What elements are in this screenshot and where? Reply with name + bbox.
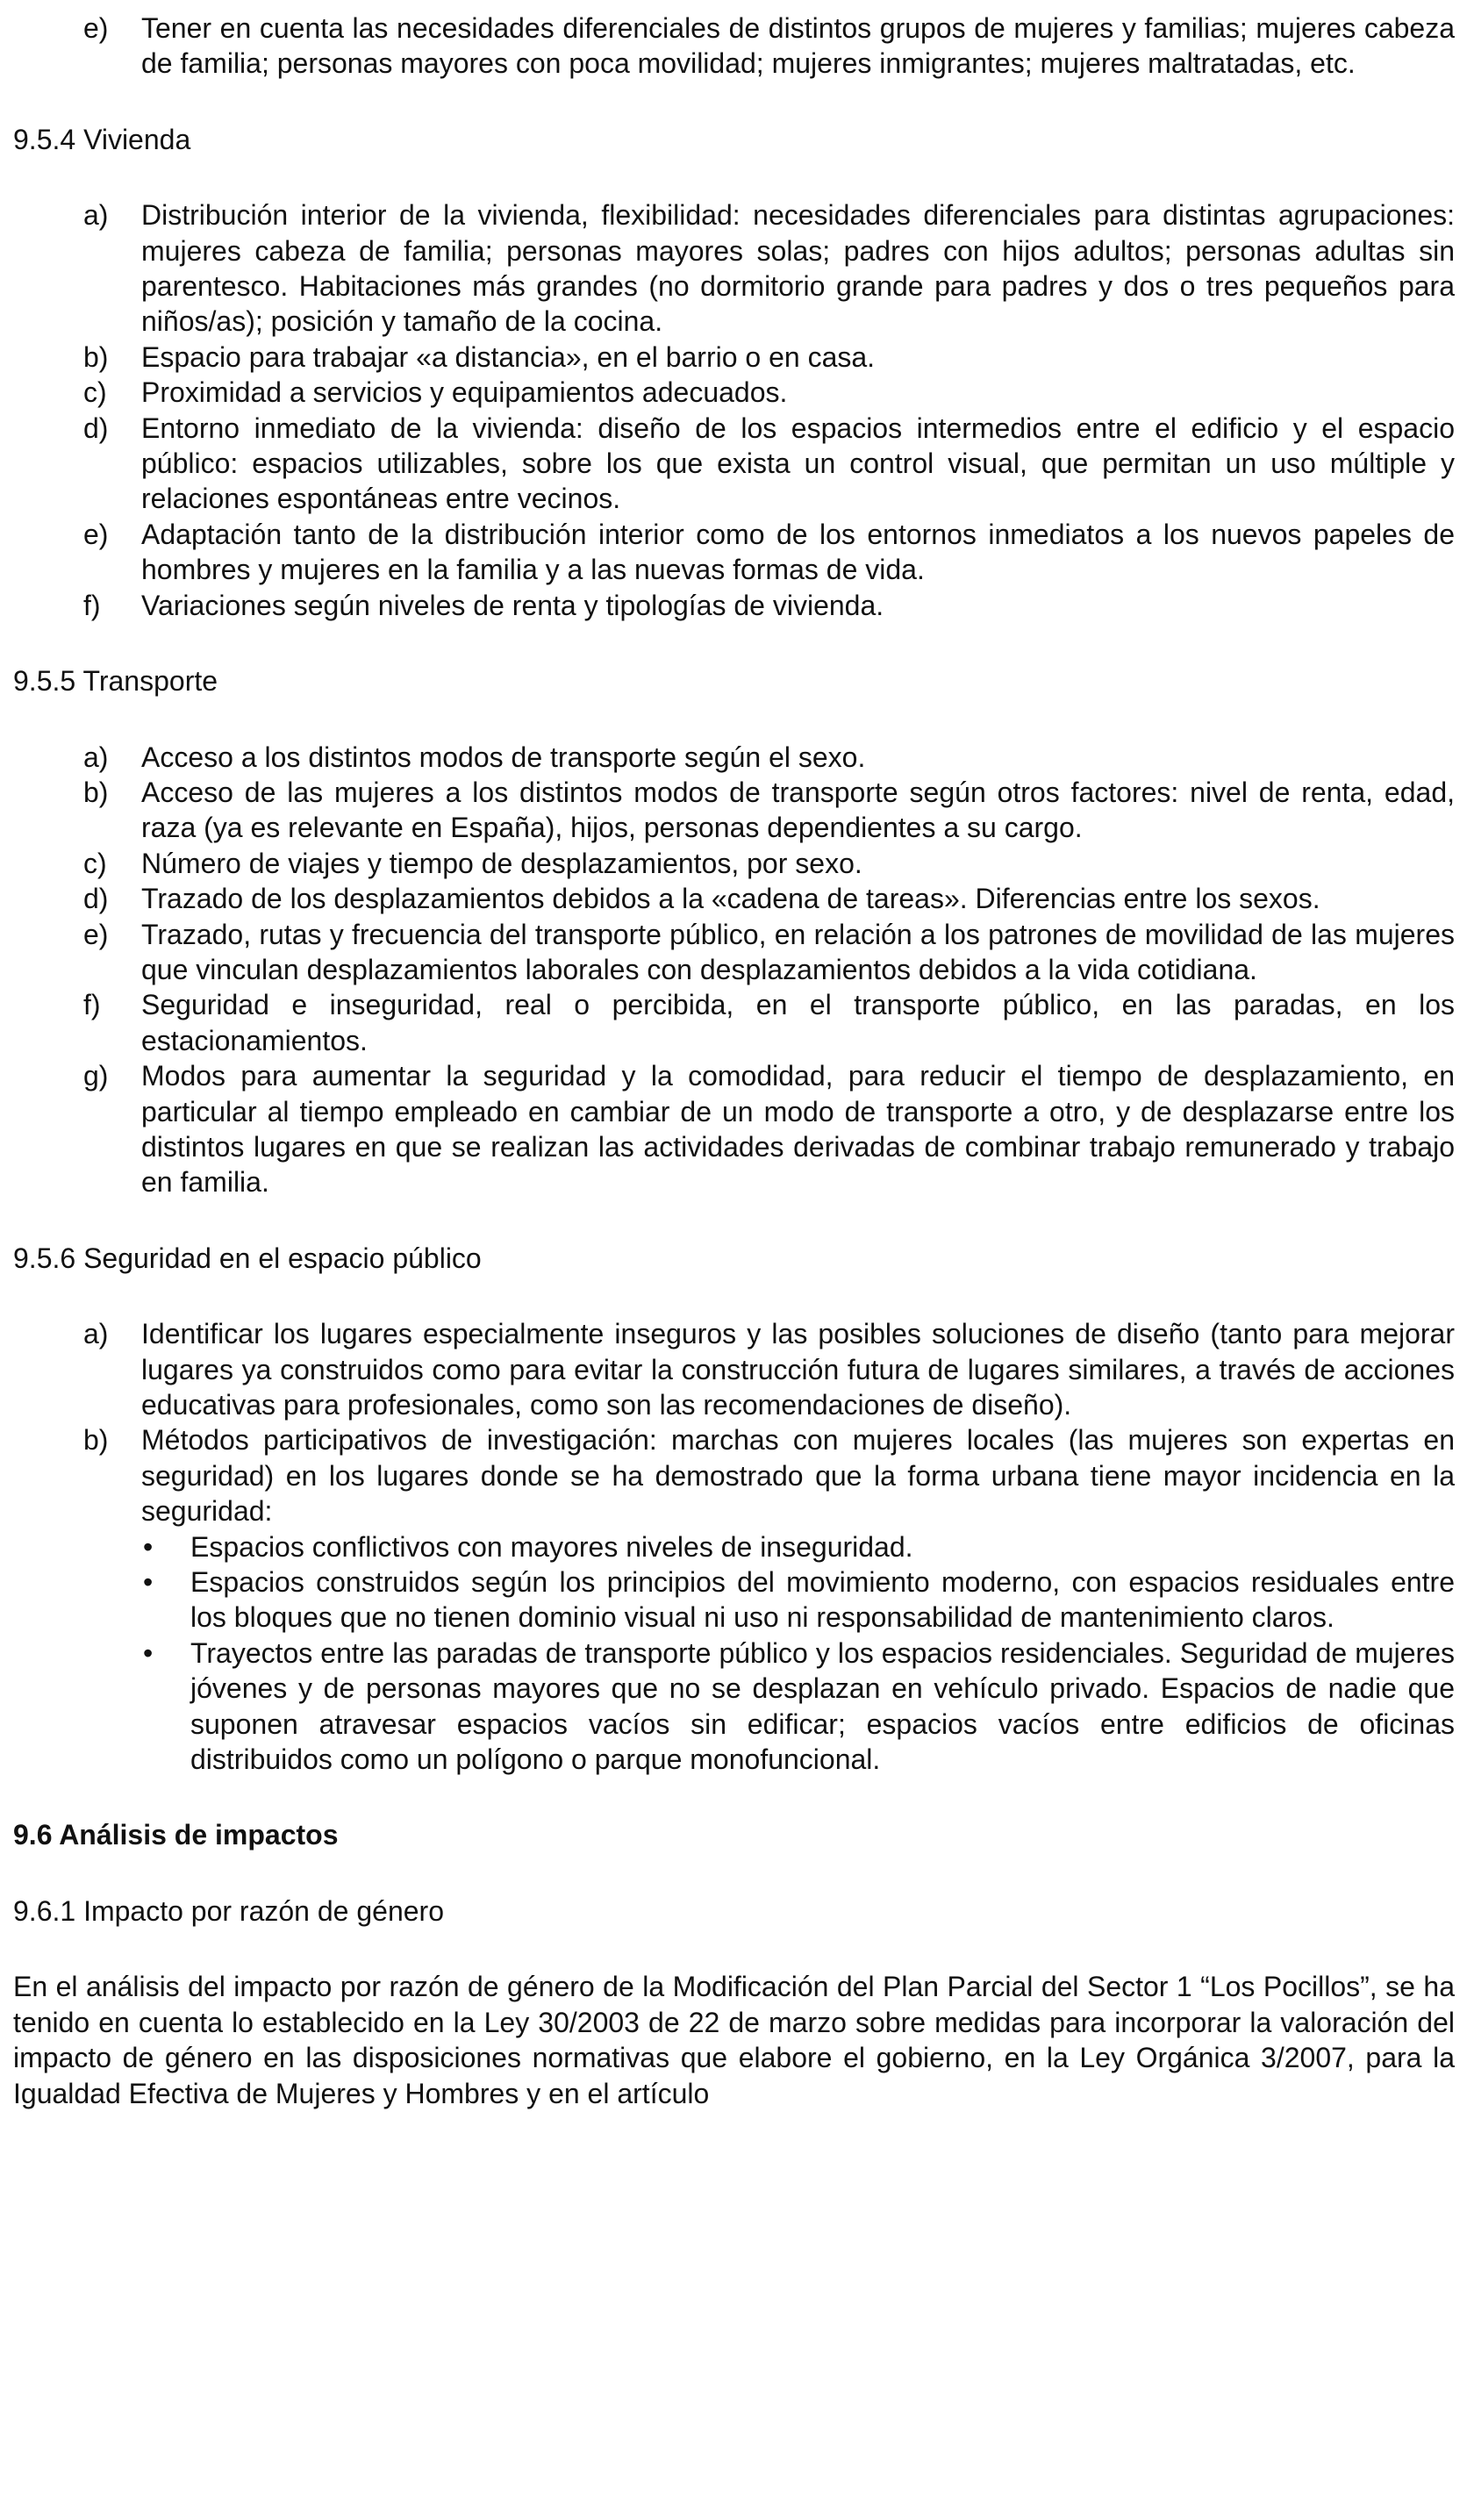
item-text: Trazado de los desplazamientos debidos a la «cadena de tareas». Diferencias entre los sexos. (141, 883, 1320, 915)
item-text: Espacio para trabajar «a distancia», en el barrio o en casa. (141, 340, 876, 373)
item-label: g) (83, 1060, 109, 1092)
paragraph-impacto: En el análisis del impacto por razón de género de la Modificación del Plan Parcial del Sector 1 “Los Pocillos”, se ha tenido en cuenta lo establecido en la Ley 30/2003 de 22 de marzo sobre medidas para incorporar la valoración del impacto de género en las disposiciones normativas que elabore el gobierno, en la Ley Orgánica 3/2007, para la Igualdad Efectiva de Mujeres y Hombres y en el artículo (13, 1971, 1455, 2109)
item-text: Seguridad e inseguridad, real o percibida, en el transporte público, en las paradas, en los estacionamientos. (141, 989, 1455, 1056)
list-item (13, 1058, 1455, 1200)
item-label: b) (83, 776, 109, 808)
list-item (13, 775, 1455, 846)
list-item (13, 740, 1455, 775)
list-item (13, 340, 1455, 375)
item-label: c) (83, 376, 107, 409)
list-vivienda (13, 197, 1455, 623)
bullet-item (141, 1564, 1455, 1636)
bullet-text: Espacios conflictivos con mayores niveles de inseguridad. (190, 1530, 913, 1563)
item-text: Proximidad a servicios y equipamientos adecuados. (141, 376, 788, 409)
list-item (13, 588, 1455, 623)
list-item (13, 1422, 1455, 1777)
bullet-icon: • (143, 1636, 154, 1669)
list-item (13, 846, 1455, 881)
item-label: c) (83, 847, 107, 879)
item-label: e) (83, 12, 109, 44)
item-text: Tener en cuenta las necesidades diferenciales de distintos grupos de mujeres y familias; mujeres cabeza de familia; personas mayores con poca movilidad; mujeres inmigrantes; mujeres maltratadas, etc. (141, 12, 1455, 80)
list-item (13, 987, 1455, 1058)
item-label: a) (83, 1318, 109, 1350)
section-heading-impacto: 9.6.1 Impacto por razón de género (13, 1894, 444, 1927)
item-label: d) (83, 412, 109, 444)
item-text: Adaptación tanto de la distribución interior como de los entornos inmediatos a los nuevos papeles de hombres y mujeres en la familia y a las nuevas formas de vida. (141, 518, 1455, 586)
list-item (13, 517, 1455, 588)
item-text: Distribución interior de la vivienda, flexibilidad: necesidades diferenciales para distintas agrupaciones: mujeres cabeza de familia; personas mayores solas; padres con hijos adultos; personas adultas sin parentesco. Habitaciones más grandes (no dormitorio grande para padres y dos o tres pequeños para niños/as); posición y tamaño de la cocina. (141, 199, 1455, 338)
section-heading-vivienda: 9.5.4 Vivienda (13, 123, 191, 155)
list-item (13, 375, 1455, 410)
item-text: Acceso de las mujeres a los distintos modos de transporte según otros factores: nivel de renta, edad, raza (ya es relevante en España), hijos, personas dependientes a su cargo. (141, 776, 1455, 844)
item-text: Modos para aumentar la seguridad y la comodidad, para reducir el tiempo de desplazamiento, en particular al tiempo empleado en cambiar de un modo de transporte a otro, y de desplazarse entre los distintos lugares en que se realizan las actividades derivadas de combinar trabajo remunerado y trabajo en familia. (141, 1060, 1455, 1199)
list-item (13, 881, 1455, 916)
bullet-item (141, 1636, 1455, 1778)
item-text: Métodos participativos de investigación: marchas con mujeres locales (las mujeres son expertas en seguridad) en los lugares donde se ha demostrado que la forma urbana tiene mayor incidencia en la seguridad: (141, 1424, 1455, 1528)
item-label: b) (83, 340, 109, 373)
bullet-icon: • (143, 1530, 154, 1563)
list-transporte (13, 740, 1455, 1200)
item-label: d) (83, 883, 109, 915)
item-text: Acceso a los distintos modos de transporte según el sexo. (141, 741, 866, 773)
bullet-text: Espacios construidos según los principios del movimiento moderno, con espacios residuales entre los bloques que no tienen dominio visual ni uso ni responsabilidad de mantenimiento claros. (190, 1566, 1455, 1634)
section-heading-seguridad: 9.5.6 Seguridad en el espacio público (13, 1242, 482, 1274)
item-text: Identificar los lugares especialmente inseguros y las posibles soluciones de diseño (tanto para mejorar lugares ya construidos como para evitar la construcción futura de lugares similares, a través de acciones educativas para profesionales, como son las recomendaciones de diseño). (141, 1318, 1455, 1421)
list-item (13, 197, 1455, 340)
item-label: e) (83, 518, 109, 550)
item-label: f) (83, 589, 101, 621)
section-heading-transporte: 9.5.5 Transporte (13, 665, 218, 698)
item-label: e) (83, 918, 109, 950)
item-text: Número de viajes y tiempo de desplazamientos, por sexo. (141, 847, 862, 879)
list-item (13, 11, 1455, 82)
bullet-text: Trayectos entre las paradas de transporte público y los espacios residenciales. Seguridad de mujeres jóvenes y de personas mayores que no se desplazan en vehículo privado. Espacios de nadie que suponen atravesar espacios vacíos sin edificar; espacios vacíos entre edificios de oficinas distribuidos como un polígono o parque monofuncional. (190, 1636, 1455, 1776)
item-label: a) (83, 199, 109, 232)
bullet-icon: • (143, 1566, 154, 1599)
list-item (13, 411, 1455, 517)
item-label: f) (83, 989, 101, 1021)
section-heading-analisis: 9.6 Análisis de impactos (13, 1819, 339, 1851)
list-seguridad (13, 1316, 1455, 1777)
item-text: Trazado, rutas y frecuencia del transporte público, en relación a los patrones de movilidad de las mujeres que vinculan desplazamientos laborales con desplazamientos debidos a la vida cotidiana. (141, 918, 1455, 985)
list-item (13, 1316, 1455, 1422)
item-text: Variaciones según niveles de renta y tipologías de vivienda. (141, 589, 884, 621)
bullet-item (141, 1529, 1455, 1564)
item-label: b) (83, 1424, 109, 1457)
item-label: a) (83, 741, 109, 773)
list-item (13, 917, 1455, 988)
item-text: Entorno inmediato de la vivienda: diseño de los espacios intermedios entre el edificio y el espacio público: espacios utilizables, sobre los que exista un control visual, que permitan un uso múltiple y relaciones espontáneas entre vecinos. (141, 412, 1455, 515)
